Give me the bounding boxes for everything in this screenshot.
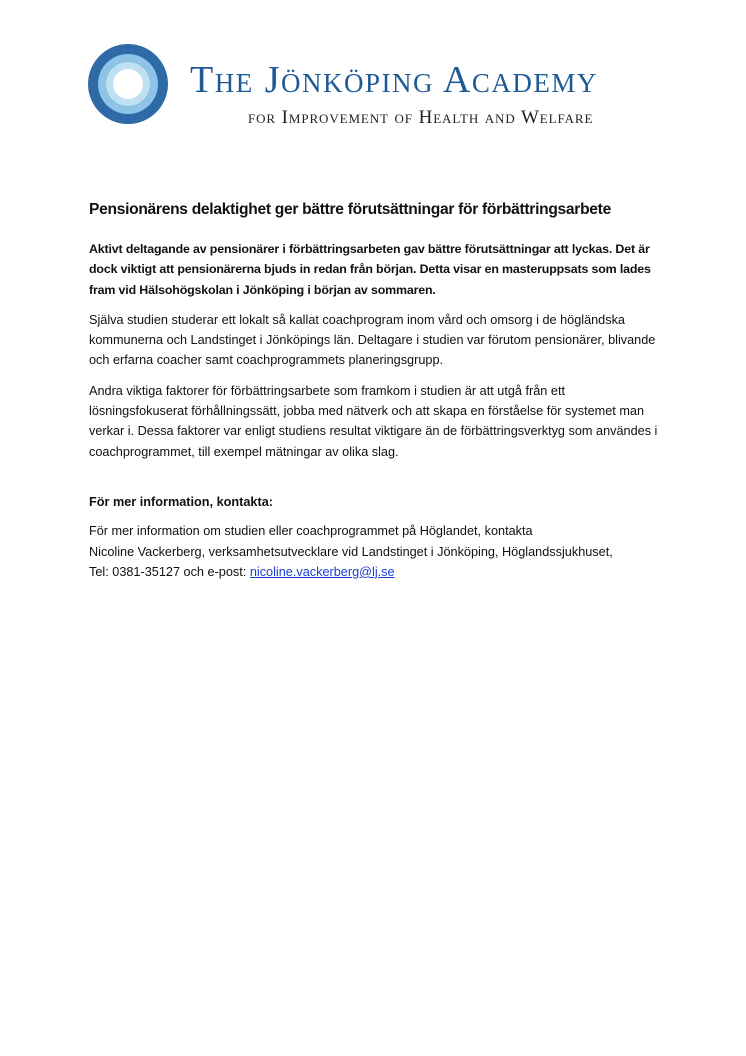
article-lead: Aktivt deltagande av pensionärer i förbättringsarbeten gav bättre förutsättningar att lyckas. Det är dock viktigt att pensionärerna bjuds in redan från början. Detta visar en masteruppsats som lades fram vid Hälsohögskolan i Jönköping i början av sommaren. bbox=[89, 242, 651, 297]
contact-line-1: För mer information om studien eller coachprogrammet på Höglandet, kontakta bbox=[89, 524, 533, 539]
document-body bbox=[89, 200, 664, 592]
contact-line-3 bbox=[89, 562, 664, 582]
contact-details bbox=[89, 521, 664, 582]
academy-circle-emblem bbox=[87, 43, 169, 125]
contact-line-2: Nicoline Vackerberg, verksamhetsutvecklare vid Landstinget i Jönköping, Höglandssjukhuset, bbox=[89, 544, 613, 559]
email-link[interactable]: nicoline.vackerberg@lj.se bbox=[249, 564, 395, 579]
academy-logo-title: The Jönköping Academy bbox=[190, 59, 598, 101]
article-paragraph-2: Andra viktiga faktorer för förbättringsarbete som framkom i studien är att utgå från ett lösningsfokuserat förhållningssätt, jobba med nätverk och att skapa en förståelse för systemet man verkar i. Dessa faktorer var enligt studiens resultat viktigare än de förbättringsverktyg som användes i coachprogrammet, till exempel mätningar av olika slag. bbox=[89, 383, 658, 459]
academy-logo-subtitle: for Improvement of Health and Welfare bbox=[248, 107, 594, 128]
contact-phone-text: Tel: 0381-35127 och e-post: bbox=[89, 564, 250, 579]
article-paragraph-1: Själva studien studerar ett lokalt så kallat coachprogram inom vård och omsorg i de högländska kommunerna och Landstinget i Jönköpings län. Deltagare i studien var förutom pensionärer, blivande och erfarna coacher samt coachprogrammets planeringsgrupp. bbox=[89, 312, 656, 368]
article-heading: Pensionärens delaktighet ger bättre förutsättningar för förbättringsarbete bbox=[89, 201, 611, 218]
contact-heading: För mer information, kontakta: bbox=[89, 494, 273, 509]
academy-logo bbox=[0, 0, 746, 140]
